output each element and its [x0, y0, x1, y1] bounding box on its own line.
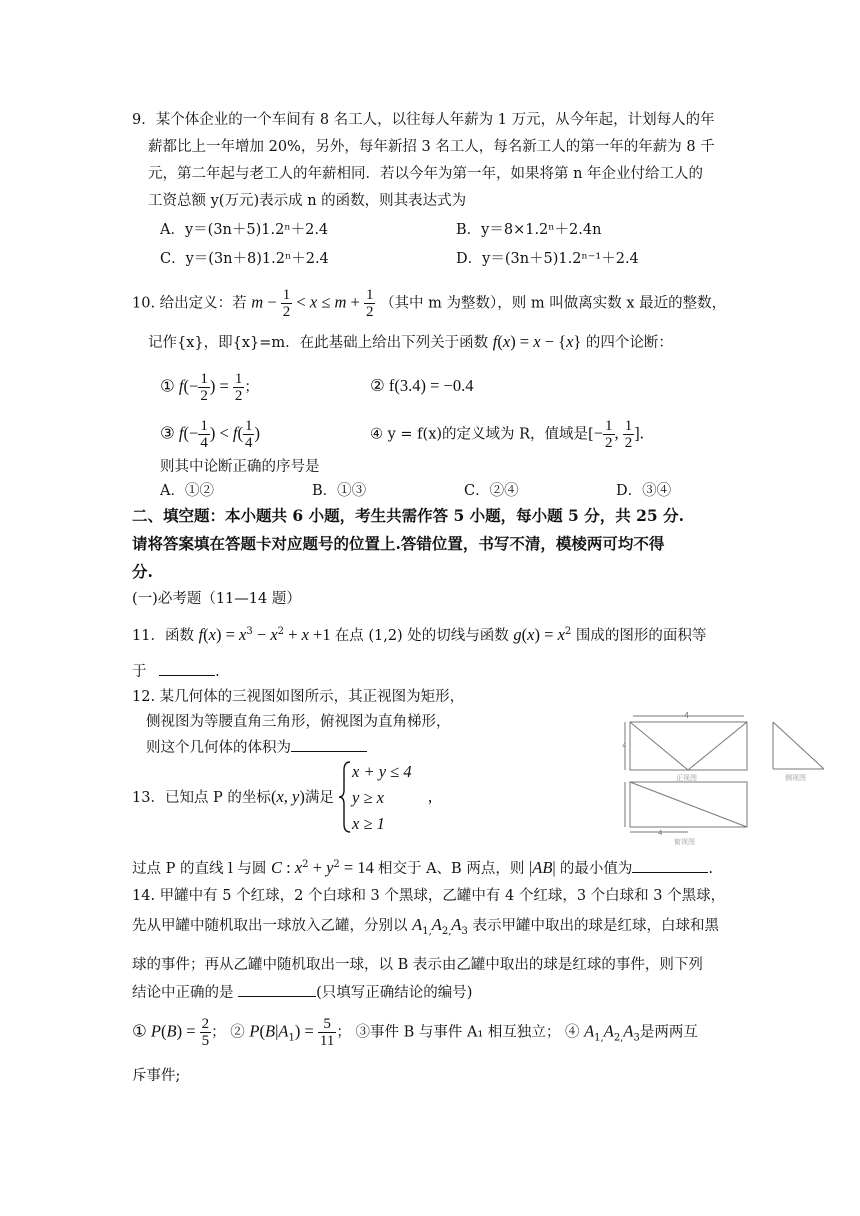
q10-line2: 记作{x}，即{x}=m．在此基础上给出下列关于函数 f(x) = x − {x} 的四个论断： [148, 332, 673, 351]
q12-line2: 侧视图为等腰直角三角形，俯视图为直角梯形， [146, 714, 451, 730]
q10-line2-suffix: 的四个论断： [585, 335, 673, 351]
q10-line1: 10. 给出定义：若 m − $\frac{1}{2}$ < x ≤ m + $\frac{1}{2}$ （其中 m 为整数），则 m 叫做离实数 x 最近的整数， [132, 287, 727, 320]
q9-option-c: C．y＝(3n＋8)1.2ⁿ＋2.4 [160, 251, 329, 267]
q14-line6: 斥事件; [132, 1068, 181, 1084]
front-dim-label: 4 [684, 711, 690, 720]
q14-statements: ① P(B) = $\frac{2}{5}$ ； ② $P(B|A_1)$ = $\frac{5}{11}$ ； ③事件 B 与事件 A₁ 相互独立； ④ $A_{1,}A_{2,}A_3$是两两互 [132, 1016, 698, 1049]
q13-answer-blank[interactable] [632, 858, 708, 873]
q10-option-a: A．①② [160, 483, 214, 499]
q14-answer-blank[interactable] [238, 982, 316, 997]
q10-ask: 则其中论断正确的序号是 [160, 459, 320, 475]
q12-line1: 12. 某几何体的三视图如图所示，其正视图为矩形， [132, 689, 465, 705]
q13-brace [338, 760, 352, 834]
section2-subheading: (一)必考题（11—14 题） [132, 591, 301, 607]
front-view [625, 716, 747, 770]
q12-line3: 则这个几何体的体积为 [146, 737, 367, 758]
front-view-label: 正视图 [676, 774, 697, 782]
top-dim-label: 4 [658, 829, 663, 837]
side-view-label: 侧视图 [785, 774, 806, 782]
q10-line1-suffix: （其中 m 为整数），则 m 叫做离实数 x 最近的整数， [380, 295, 727, 312]
top-view-label: 俯视图 [674, 838, 695, 846]
q11-answer-blank[interactable] [159, 661, 215, 676]
q11-line2: 于 . [132, 661, 220, 682]
q12-answer-blank[interactable] [291, 737, 367, 752]
q10-option-d: D．③④ [616, 483, 672, 499]
front-side-dim-label: 4 [622, 742, 627, 750]
q14-line3: 球的事件；再从乙罐中随机取出一球，以 B 表示由乙罐中取出的球是红球的事件，则下列 [132, 957, 703, 973]
q9-line2: 薪都比上一年增加 20%，另外，每年新招 3 名工人，每名新工人的第一年的年薪为 8 千 [148, 139, 715, 155]
q13-line2: 过点 P 的直线 l 与圆 C : $x^2 + y^2 = 14$ 相交于 A、B 两点，则 |AB| 的最小值为 . [132, 857, 713, 877]
q9-option-a: A．y＝(3n＋5)1.2ⁿ＋2.4 [160, 222, 329, 238]
q13-comma: , [428, 787, 433, 806]
q10-option-b: B．①③ [312, 483, 367, 499]
q13-ineq-3: x ≥ 1 [352, 814, 385, 833]
q10-claim-1: ① f(− $\frac{1}{2}$ ) = $\frac{1}{2}$ ； [160, 371, 259, 404]
q11-line1: 11．函数 $f(x) = x^3 - x^2 + x +1$ 在点 (1,2) 处的切线与函数 $g(x) = x^2$ 围成的图形的面积等 [132, 624, 707, 644]
three-view-figure [618, 708, 858, 848]
section2-line3: 分. [132, 562, 153, 581]
q14-line4: 结论中正确的是 (只填写正确结论的编号) [132, 982, 472, 1003]
section2-line1: 二、填空题：本小题共 6 小题，考生共需作答 5 小题，每小题 5 分，共 25 分. [132, 506, 684, 525]
q13-line1: 13．已知点 P 的坐标(x, y)满足 [132, 787, 334, 806]
q9-line3: 元，第二年起与老工人的年薪相同．若以今年为第一年，如果将第 n 年企业付给工人的 [148, 166, 704, 182]
q13-ineq-1: x + y ≤ 4 [352, 762, 412, 781]
q10-claim-3: ③ f(− $\frac{1}{4}$ ) < f( $\frac{1}{4}$ ) [160, 418, 260, 451]
q9-option-b: B．y＝8×1.2ⁿ＋2.4n [456, 222, 602, 238]
q13-ineq-2: y ≥ x [352, 788, 384, 807]
q14-line1: 14. 甲罐中有 5 个红球，2 个白球和 3 个黑球，乙罐中有 4 个红球，3 个白球和 3 个黑球， [132, 888, 726, 904]
top-view [625, 782, 747, 832]
q9-option-d: D．y＝(3n＋5)1.2ⁿ⁻¹＋2.4 [456, 251, 639, 267]
q10-line2-prefix: 记作{x}，即{x}=m．在此基础上给出下列关于函数 [148, 335, 489, 351]
q9-line1: 9．某个体企业的一个车间有 8 名工人，以往每人年薪为 1 万元，从今年起，计划每人的年 [132, 112, 715, 128]
q10-line1-prefix: 10. 给出定义：若 [132, 295, 247, 312]
q9-line4: 工资总额 y(万元)表示成 n 的函数，则其表达式为 [148, 193, 467, 209]
q14-line2: 先从甲罐中随机取出一球放入乙罐，分别以 $A_{1,}A_{2,}A_3$ 表示甲罐中取出的球是红球，白球和黑 [132, 915, 719, 937]
section2-line2: 请将答案填在答题卡对应题号的位置上.答错位置，书写不清，模棱两可均不得 [132, 534, 665, 553]
q10-option-c: C．②④ [464, 483, 519, 499]
q10-claim-2: ② f(3.4) = −0.4 [370, 376, 474, 395]
side-view [773, 722, 824, 769]
q10-claim-4: ④ y = f(x)的定义域为 R，值域是[− $\frac{1}{2}$ , $\frac{1}{2}$ ]. [370, 418, 644, 451]
